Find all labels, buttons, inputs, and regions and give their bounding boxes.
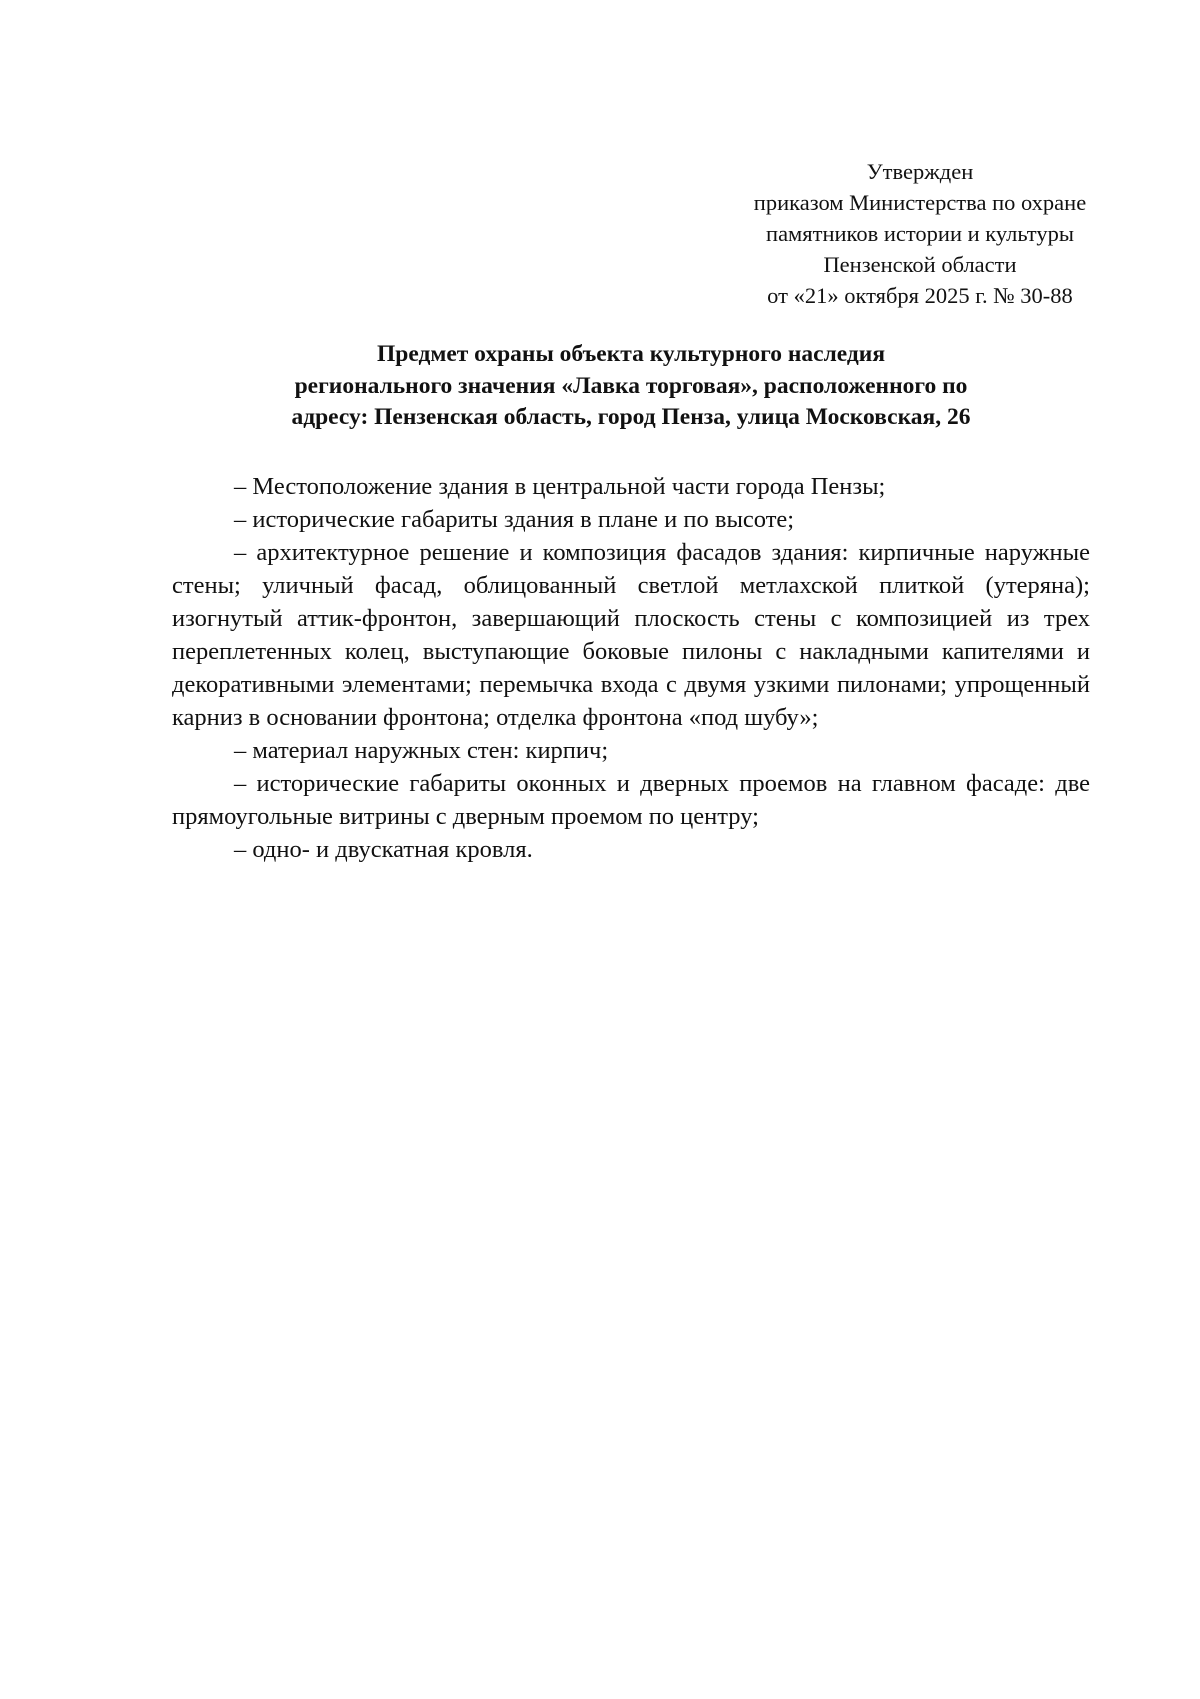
list-item-dimensions: – исторические габариты здания в плане и по высоте;: [234, 506, 795, 533]
approval-line-region: Пензенской области: [823, 252, 1017, 277]
approval-line-approved: Утвержден: [866, 159, 974, 184]
list-item-wall-material: – материал наружных стен: кирпич;: [234, 737, 609, 764]
approval-block: [680, 156, 1160, 311]
list-item-location: – Местоположение здания в центральной части города Пензы;: [234, 473, 886, 500]
document-title: [172, 339, 1090, 434]
list-item-roof: – одно- и двускатная кровля.: [234, 836, 533, 863]
list-item-architecture: – архитектурное решение и композиция фасадов здания: кирпичные наружные стены; уличный фасад, облицованный светлой метлахской плиткой (утеряна); изогнутый аттик-фронтон, завершающий плоскость стены с композицией из трех переплетенных колец, выступающие боковые пилоны с накладными капителями и декоративными элементами; перемычка входа с двумя узкими пилонами; упрощенный карниз в основании фронтона; отделка фронтона «под шубу»;: [172, 539, 1090, 731]
title-line-2: регионального значения «Лавка торговая», расположенного по: [294, 372, 968, 399]
approval-line-date-number: от «21» октября 2025 г. № 30-88: [767, 283, 1073, 308]
title-line-3: адресу: Пензенская область, город Пенза, улица Московская, 26: [291, 404, 971, 430]
title-line-1: Предмет охраны объекта культурного наследия: [376, 341, 886, 367]
approval-line-order: приказом Министерства по охране: [753, 190, 1087, 215]
protection-subject-list: [172, 470, 1090, 866]
approval-line-ministry: памятников истории и культуры: [766, 221, 1074, 246]
list-item-openings: – исторические габариты оконных и дверных проемов на главном фасаде: две прямоугольные витрины с дверным проемом по центру;: [172, 770, 1090, 830]
